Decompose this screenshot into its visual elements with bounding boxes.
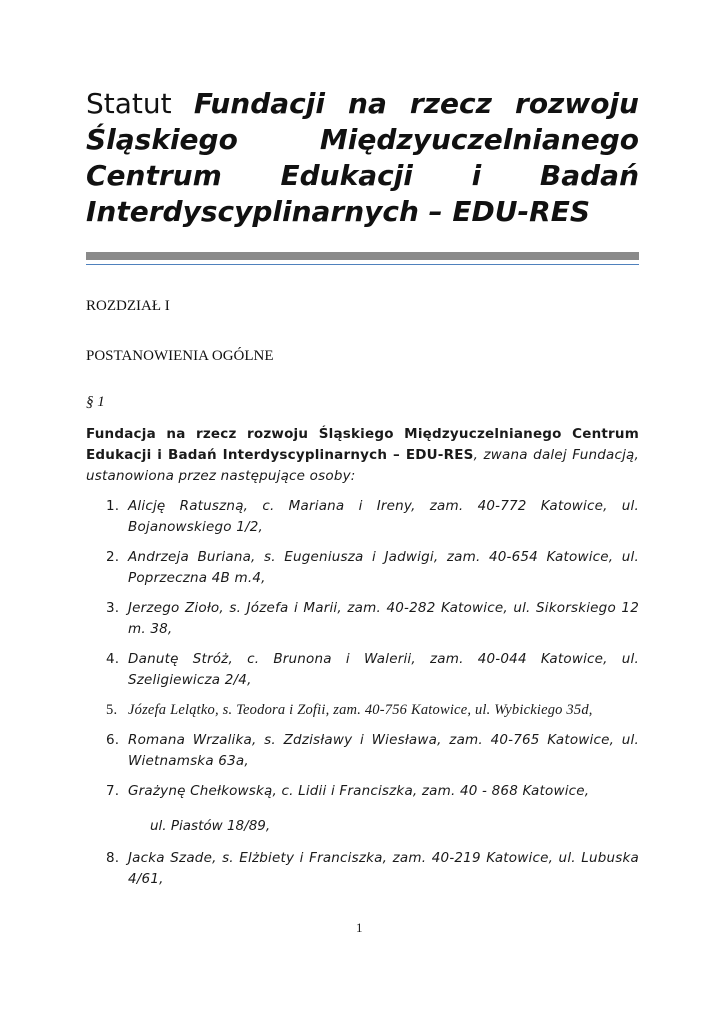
- intro-continuation: , zwana dalej Fundacją, ustanowiona przez następujące osoby:: [86, 447, 639, 484]
- chapter-heading: ROZDZIAŁ I: [86, 298, 170, 314]
- title-divider-thin: [86, 264, 639, 265]
- list-item: [86, 649, 639, 691]
- list-item-text: Grażynę Chełkowską, c. Lidii i Franciszka, zam. 40 - 868 Katowice,: [128, 783, 590, 799]
- paragraph-mark: § 1: [86, 394, 105, 410]
- section-heading: POSTANOWIENIA OGÓLNE: [86, 348, 274, 364]
- list-item: [86, 700, 639, 721]
- title-divider: [86, 252, 639, 260]
- title-lead: Statut: [86, 87, 172, 120]
- list-item-number: 5.: [106, 702, 118, 718]
- list-item-number: 1.: [106, 498, 120, 514]
- title-main: Fundacji na rzecz rozwoju Śląskiego Międzyuczelnianego Centrum Edukacji i Badań Interdyscyplinarnych – EDU-RES: [86, 87, 639, 228]
- list-item-text: Danutę Stróż, c. Brunona i Walerii, zam. 40-044 Katowice, ul. Szeligiewicza 2/4,: [128, 651, 639, 688]
- page-number: 1: [356, 920, 363, 935]
- list-item-number: 7.: [106, 783, 120, 799]
- list-item: [86, 598, 639, 640]
- list-item-text: Alicję Ratuszną, c. Mariana i Ireny, zam. 40-772 Katowice, ul. Bojanowskiego 1/2,: [128, 498, 639, 535]
- list-item-text: Andrzeja Buriana, s. Eugeniusza i Jadwigi, zam. 40-654 Katowice, ul. Poprzeczna 4B m.4,: [128, 549, 639, 586]
- list-item-text: Józefa Lelątko, s. Teodora i Zofii, zam. 40-756 Katowice, ul. Wybickiego 35d,: [128, 702, 593, 718]
- list-item: [86, 496, 639, 538]
- list-item-text: Jacka Szade, s. Elżbiety i Franciszka, zam. 40-219 Katowice, ul. Lubuska 4/61,: [128, 850, 639, 887]
- list-item-number: 4.: [106, 651, 120, 667]
- intro-paragraph: [86, 424, 639, 487]
- list-item-number: 2.: [106, 549, 120, 565]
- list-item-number: 3.: [106, 600, 120, 616]
- list-item-continuation: ul. Piastów 18/89,: [150, 818, 271, 834]
- document-title: [86, 86, 639, 230]
- founders-list: [86, 496, 639, 805]
- founders-list-continued: [86, 848, 639, 899]
- list-item-number: 6.: [106, 732, 120, 748]
- list-item-text: Romana Wrzalika, s. Zdzisławy i Wiesława, zam. 40-765 Katowice, ul. Wietnamska 63a,: [128, 732, 639, 769]
- list-item: [86, 730, 639, 772]
- intro-foundation-name: Fundacja na rzecz rozwoju Śląskiego Międzyuczelnianego Centrum Edukacji i Badań Interdyscyplinarnych – EDU-RES: [86, 426, 639, 463]
- list-item-text: Jerzego Zioło, s. Józefa i Marii, zam. 40-282 Katowice, ul. Sikorskiego 12 m. 38,: [128, 600, 639, 637]
- list-item-number: 8.: [106, 850, 120, 866]
- list-item: [86, 848, 639, 890]
- list-item: [86, 547, 639, 589]
- list-item: [86, 781, 639, 802]
